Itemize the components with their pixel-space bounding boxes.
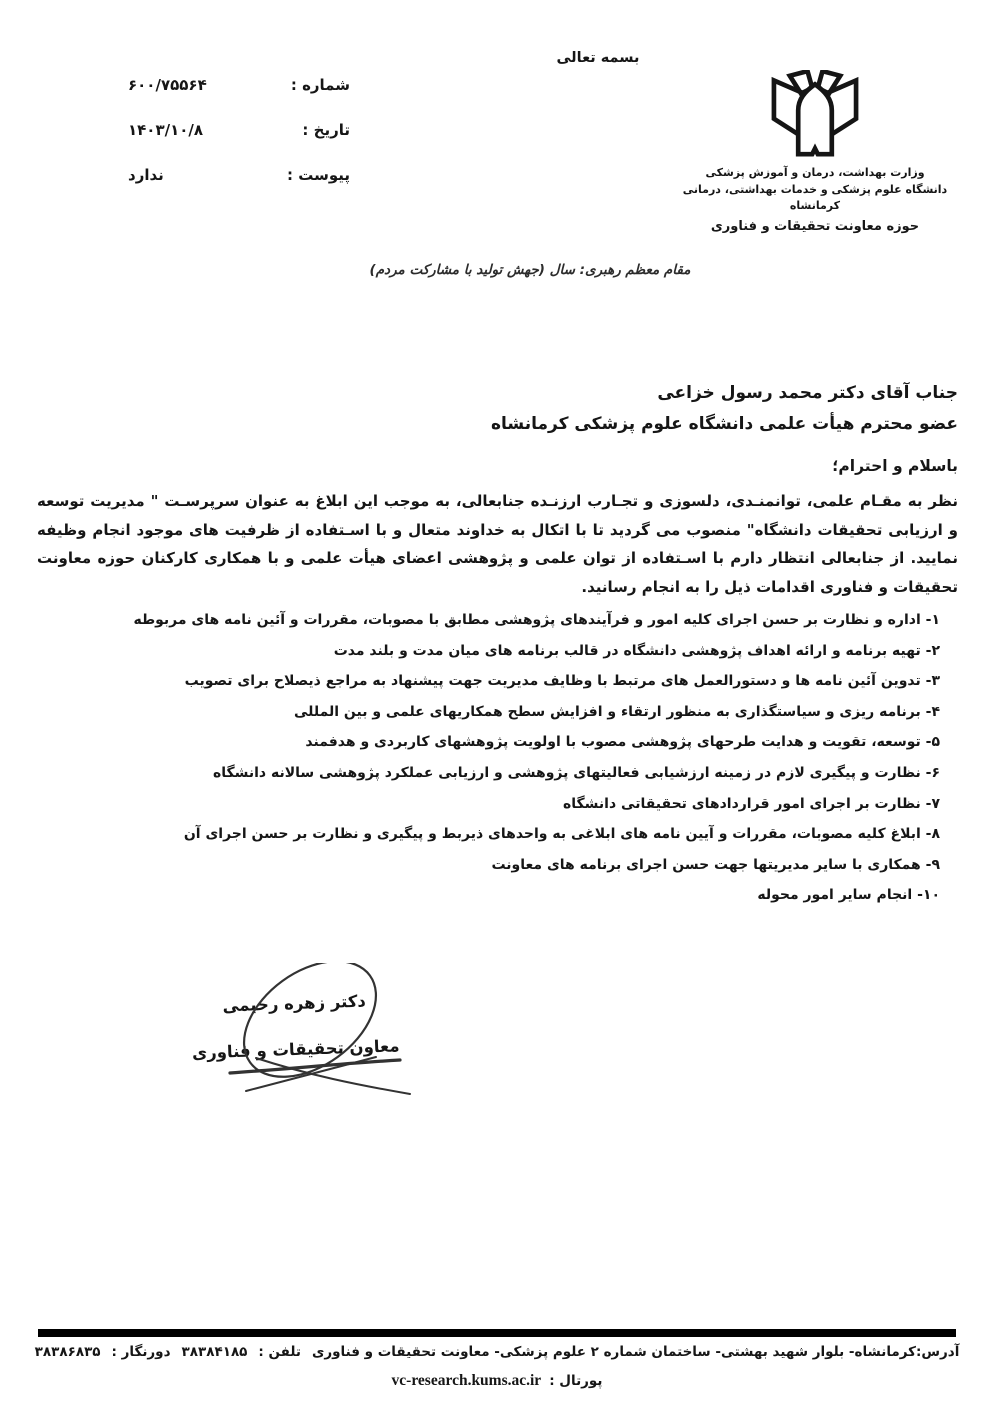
footer-contact-line [34, 1344, 960, 1360]
meta-number-label: شماره : [290, 76, 350, 94]
meta-row-attachment [128, 166, 350, 211]
duty-item: ۹- همکاری با سایر مدیریتها جهت حسن اجرای برنامه های معاونت [491, 856, 940, 873]
duty-item: ۵- توسعه، تقویت و هدایت طرحهای پژوهشی مصوب با اولویت پژوهشهای کاربردی و هدفمند [305, 734, 940, 751]
footer-phone-label: تلفن : [258, 1344, 301, 1360]
duty-item: ۱۰- انجام سایر امور محوله [757, 887, 940, 904]
footer-fax-value: ۳۸۳۸۶۸۳۵ [34, 1344, 101, 1360]
duty-item: ۱- اداره و نظارت بر حسن اجرای کلیه امور و فرآیندهای پژوهشی مطابق با مصوبات، مقررات و آئین نامه های مربوطه [133, 612, 940, 628]
letter-meta-block [128, 76, 350, 211]
portal-label: پورتال : [549, 1373, 603, 1389]
portal-url: vc-research.kums.ac.ir [391, 1372, 542, 1389]
meta-attachment-value: ندارد [128, 166, 164, 184]
meta-attachment-label: پیوست : [286, 166, 350, 184]
recipient-name: جناب آقای دکتر محمد رسول خزاعی [657, 383, 958, 403]
footer-divider [38, 1329, 956, 1337]
signature-title: معاون تحقیقات و فناوری [191, 1036, 400, 1063]
footer-portal-line [38, 1372, 956, 1390]
footer-address: آدرس:کرمانشاه- بلوار شهید بهشتی- ساختمان شماره ۲ علوم پزشکی- معاونت تحقیقات و فناوری [311, 1344, 960, 1360]
meta-number-value: ۶۰۰/۷۵۵۶۴ [128, 76, 207, 94]
body-paragraph: نظر به مقـام علمی، توانمنـدی، دلسوزی و تجـارب ارزنـده جنابعالی، به موجب این ابلاغ به عنوان سرپرسـت " مدیریت توسعه و ارزیابی تحقیقات دانشگاه" منصوب می گردید تا با اتکال به خداوند متعال و با اسـتفاده از ظرفیت های موجود انجام وظیفه نمایید. از جنابعالی انتظار دارم با اسـتفاده از توان علمی و پژوهشی اعضای هیأت علمی و با همکاری کارکنان حوزه معاونت تحقیقات و فناوری اقدامات ذیل را به انجام رسانید. [37, 492, 958, 596]
duty-item: ۳- تدوین آئین نامه ها و دستورالعمل های مرتبط با وظایف مدیریت جهت پیشنهاد به مراجع ذیصلاح برای تصویب [184, 673, 940, 690]
duty-item: ۲- تهیه برنامه و ارائه اهداف پژوهشی دانشگاه در قالب برنامه های میان مدت و بلند مدت [333, 642, 940, 659]
meta-date-value: ۱۴۰۳/۱۰/۸ [128, 121, 204, 139]
signature-block [174, 977, 415, 1077]
meta-row-number [128, 76, 350, 121]
signature-name: دکتر زهره رحیمی [222, 991, 367, 1016]
recipient-block [491, 378, 958, 440]
letterhead-university-line: دانشگاه علوم پزشکی و خدمات بهداشتی، درمانی کرمانشاه [682, 182, 948, 212]
duty-item: ۸- ابلاغ کلیه مصوبات، مقررات و آیین نامه های ابلاغی به واحدهای ذیربط و پیگیری و نظارت بر حسن اجرای آن [183, 826, 940, 843]
kums-logo-icon [759, 70, 871, 160]
recipient-title: عضو محترم هیأت علمی دانشگاه علوم پزشکی کرمانشاه [491, 414, 958, 434]
duty-item: ۴- برنامه ریزی و سیاستگذاری به منظور ارتقاء و افزایش سطح همکاریهای علمی و بین المللی [293, 703, 940, 720]
footer-phone-value: ۳۸۳۸۴۱۸۵ [181, 1344, 248, 1360]
letterhead-department-line: حوزه معاونت تحقیقات و فناوری [710, 218, 920, 234]
duties-list [10, 605, 940, 911]
meta-row-date [128, 121, 350, 166]
meta-date-label: تاریخ : [302, 121, 350, 139]
duty-item: ۶- نظارت و پیگیری لازم در زمینه ارزشیابی فعالیتهای پژوهشی و ارزیابی عملکرد پژوهشی سالانه دانشگاه [212, 764, 940, 781]
salutation-line: باسلام و احترام؛ [832, 457, 958, 475]
year-slogan-calligraphy: مقام معظم رهبری: سال (جهش تولید با مشارکت مردم) [369, 262, 691, 278]
duty-item: ۷- نظارت بر اجرای امور قراردادهای تحقیقاتی دانشگاه [563, 795, 940, 812]
letterhead-block [665, 70, 965, 236]
footer-fax-label: دورنگار : [111, 1344, 171, 1360]
letterhead-ministry-line: وزارت بهداشت، درمان و آموزش پزشکی [705, 166, 925, 179]
bismillah-header: بسمه تعالی [556, 50, 640, 66]
